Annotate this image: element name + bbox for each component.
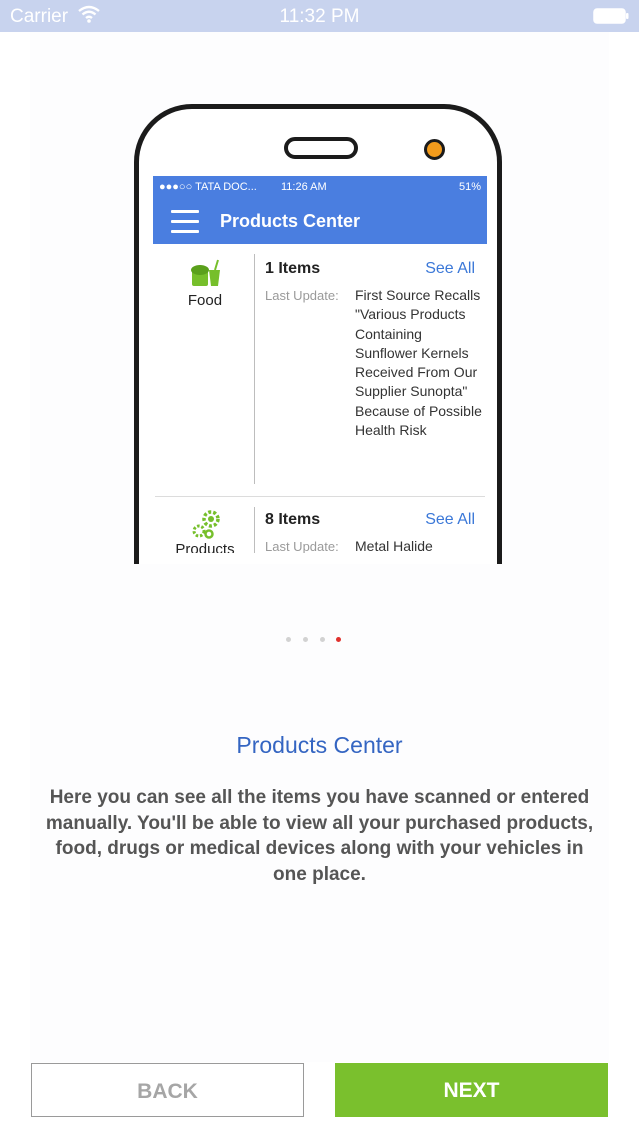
page-description: Here you can see all the items you have scanned or entered manually. You'll be able to view all your purchased products, food, drugs or medical devices along with your vehicles in one place. (45, 787, 594, 885)
phone-speaker (284, 137, 358, 159)
screen-nav-bar (153, 198, 487, 244)
page-dot-active[interactable] (336, 637, 341, 642)
last-update-text: First Source Recalls "Various Products Containing Sunflower Kernels Received From Our Supplier Sunopta" Because of Possible Health Risk (355, 287, 482, 439)
screen-battery: 51% (458, 181, 481, 193)
last-update-label: Last Update: (265, 288, 339, 303)
item-count: 1 Items (265, 260, 321, 277)
phone-illustration (134, 104, 502, 564)
screen-time: 11:26 AM (281, 181, 327, 193)
battery-icon (593, 8, 629, 24)
screen-title: Products Center (220, 211, 361, 231)
last-update-text: Metal Halide (355, 538, 433, 553)
category-label: Food (187, 292, 223, 309)
gears-icon (189, 509, 223, 539)
divider (254, 254, 255, 484)
screen-status-bar (153, 176, 487, 198)
page-dot[interactable] (303, 637, 308, 642)
status-bar (0, 0, 639, 32)
next-button[interactable]: NEXT (335, 1063, 608, 1117)
page-title: Products Center (236, 732, 403, 758)
item-count: 8 Items (265, 511, 321, 528)
see-all-link: See All (425, 260, 475, 277)
clock: 11:32 PM (279, 6, 360, 27)
divider (254, 507, 255, 553)
food-icon (189, 258, 223, 288)
category-card-products (155, 497, 485, 553)
menu-icon (171, 210, 199, 234)
category-label: Products (175, 541, 235, 553)
see-all-link: See All (425, 511, 475, 528)
phone-camera (424, 139, 445, 160)
back-button[interactable]: BACK (31, 1063, 304, 1117)
last-update-label: Last Update: (265, 539, 339, 553)
carrier-label: Carrier (10, 6, 69, 27)
phone-screen (153, 176, 487, 553)
category-card-food (155, 244, 485, 497)
screen-carrier: ●●●○○ TATA DOC... (159, 181, 257, 193)
page-dot[interactable] (286, 637, 291, 642)
page-dot[interactable] (320, 637, 325, 642)
